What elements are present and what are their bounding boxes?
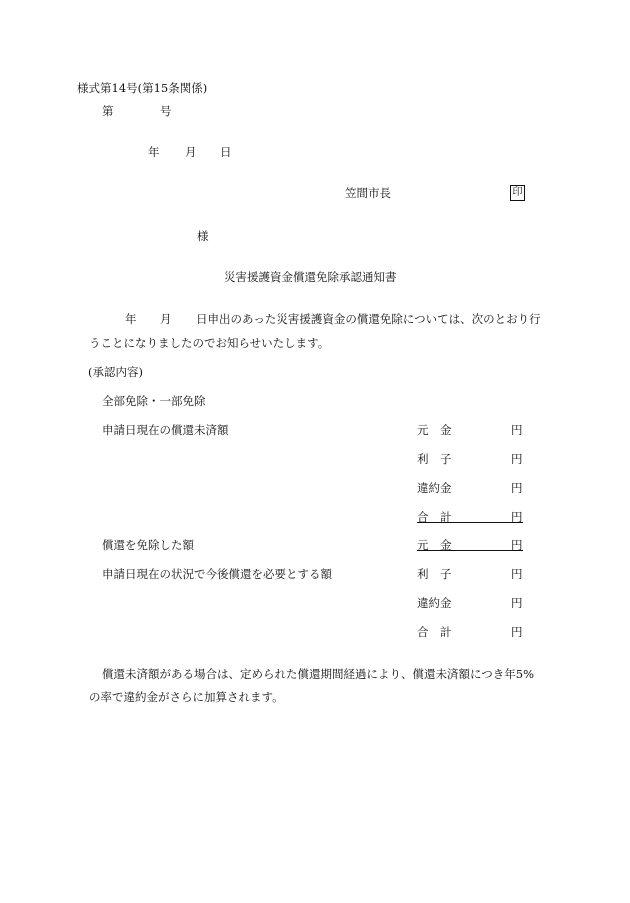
- future-label: 申請日現在の状況で今後償還を必要とする額: [102, 567, 332, 581]
- unpaid-penalty-label: 違約金: [417, 481, 452, 495]
- unpaid-interest-unit: 円: [511, 452, 523, 466]
- future-penalty-unit: 円: [511, 596, 523, 610]
- body-line1: 日申出のあった災害援護資金の償還免除については、次のとおり行: [196, 312, 541, 326]
- body-line2: うことになりましたのでお知らせいたします。: [89, 336, 330, 350]
- note-line1: 償還未済額がある場合は、定められた償還期間経過により、償還未済額につき年5%: [102, 667, 535, 681]
- unpaid-label: 申請日現在の償還未済額: [102, 423, 229, 437]
- date-day: 日: [220, 145, 232, 159]
- form-number: 様式第14号(第15条関係): [77, 81, 208, 95]
- doc-number-suffix: 号: [160, 104, 172, 118]
- seal-mark: 印: [510, 185, 525, 201]
- exempted-principal-underline: [417, 550, 523, 551]
- exempted-principal-unit: 円: [511, 538, 523, 552]
- unpaid-principal-unit: 円: [511, 423, 523, 437]
- future-interest-unit: 円: [511, 567, 523, 581]
- body-year: 年: [125, 312, 137, 326]
- unpaid-total-underline: [417, 522, 523, 523]
- future-total-unit: 円: [511, 625, 523, 639]
- future-interest-label: 利 子: [417, 567, 452, 581]
- unpaid-total-label: 合 計: [417, 510, 452, 524]
- exempted-label: 償還を免除した額: [102, 538, 194, 552]
- unpaid-principal-label: 元 金: [417, 423, 452, 437]
- future-total-label: 合 計: [417, 625, 452, 639]
- section-heading: (承認内容): [88, 365, 143, 379]
- document-title: 災害援護資金償還免除承認通知書: [224, 270, 397, 284]
- body-month: 月: [160, 312, 172, 326]
- exempted-principal-label: 元 金: [417, 538, 452, 552]
- note-line2: の率で違約金がさらに加算されます。: [89, 690, 284, 704]
- date-month: 月: [185, 145, 197, 159]
- unpaid-total-unit: 円: [511, 510, 523, 524]
- doc-number-prefix: 第: [102, 104, 114, 118]
- issuer-name: 笠間市長: [345, 186, 391, 200]
- recipient-suffix: 様: [197, 229, 209, 243]
- future-penalty-label: 違約金: [417, 596, 452, 610]
- unpaid-interest-label: 利 子: [417, 452, 452, 466]
- date-year: 年: [148, 145, 160, 159]
- exemption-type: 全部免除・一部免除: [102, 394, 206, 408]
- unpaid-penalty-unit: 円: [511, 481, 523, 495]
